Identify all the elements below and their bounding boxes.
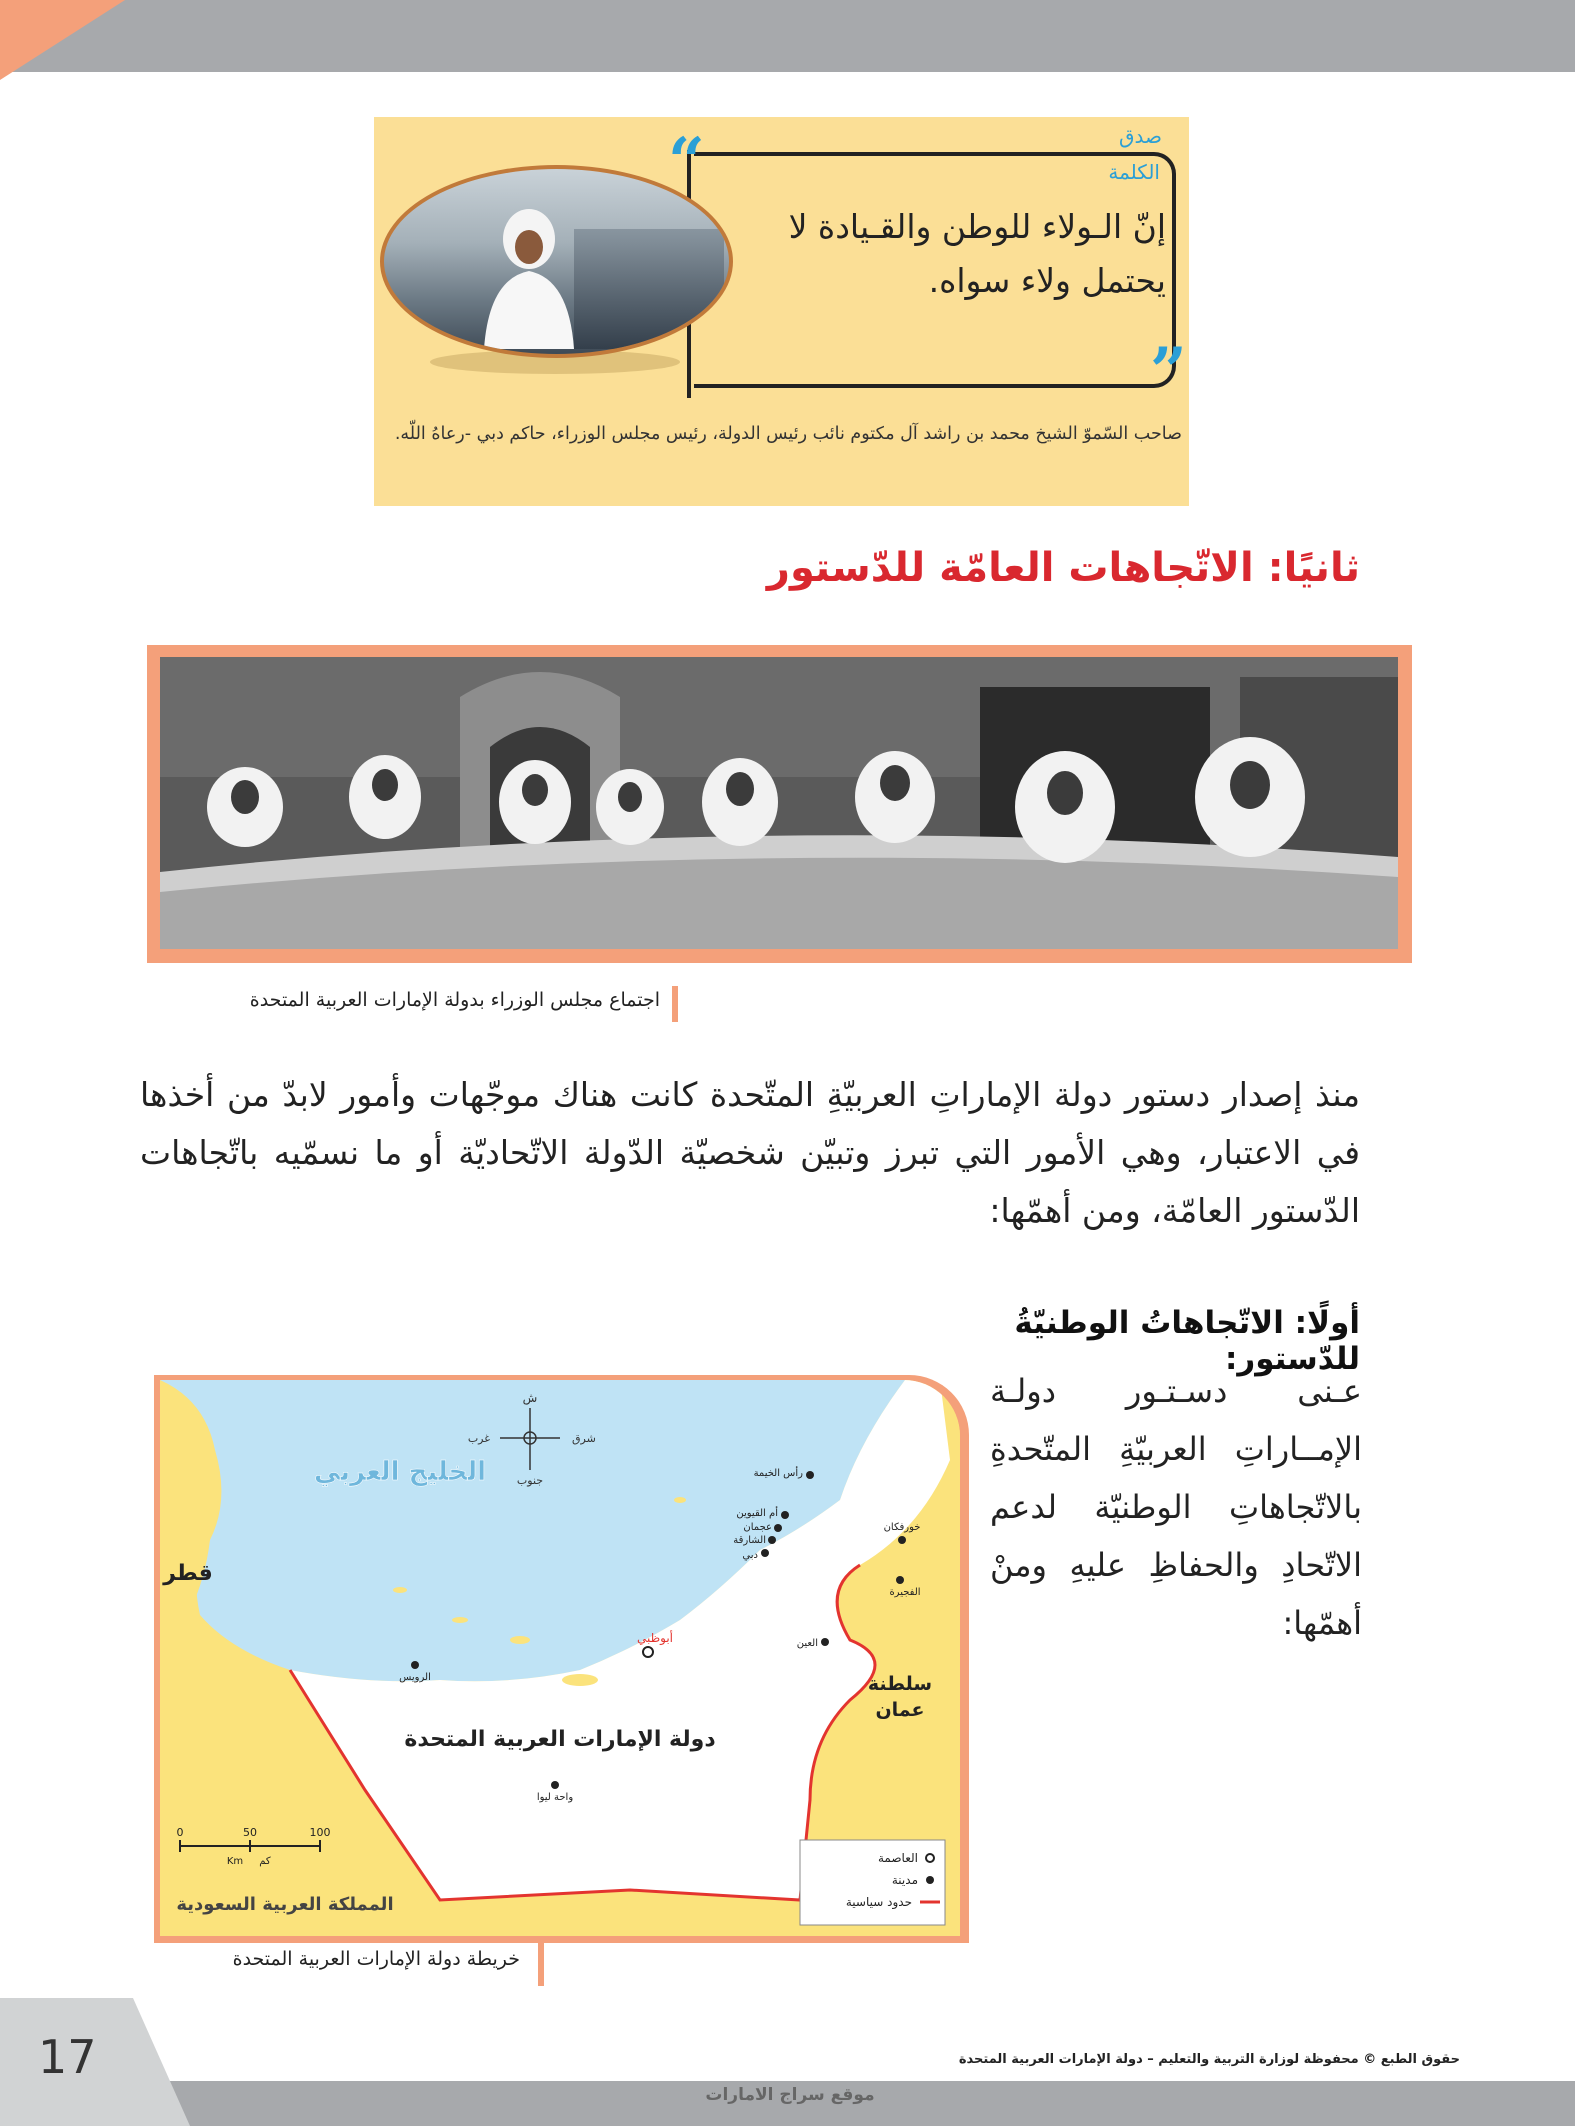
quote-label-line1: صدق	[1119, 124, 1162, 148]
council-caption: اجتماع مجلس الوزراء بدولة الإمارات العربية المتحدة	[249, 989, 660, 1011]
saudi-label: المملكة العربية السعودية	[176, 1894, 394, 1915]
quote-label-line2: الكلمة	[1108, 160, 1160, 184]
footer-site-name: موقع سراج الامارات	[705, 2085, 875, 2105]
legend-city: مدينة	[891, 1873, 918, 1887]
council-meeting-image	[160, 657, 1398, 949]
uae-label: دولة الإمارات العربية المتحدة	[404, 1727, 716, 1752]
portrait-figure-icon	[474, 199, 584, 349]
map-legend	[800, 1840, 945, 1925]
map-caption: خريطة دولة الإمارات العربية المتحدة	[232, 1948, 520, 1970]
scale-unit: كم	[259, 1856, 271, 1867]
compass-north: ش	[522, 1391, 538, 1405]
city-label-sharjah: الشارقة	[733, 1535, 766, 1546]
council-meeting-illustration	[160, 657, 1398, 949]
page-number: 17	[38, 2030, 97, 2084]
scale-unit-latin: Km	[226, 1856, 244, 1867]
sheikh-portrait-image	[380, 165, 733, 358]
city-label-khor-fakkan: خورفكان	[883, 1522, 921, 1533]
legend-capital: العاصمة	[878, 1851, 918, 1865]
section-heading: ثانيًا: الاتّجاهات العامّة للدّستور	[766, 545, 1360, 591]
scale-tick-0: 0	[176, 1826, 184, 1839]
compass-south: جنوب	[516, 1474, 544, 1487]
subsection-paragraph: عـنى دسـتـور دولـة الإمــاراتِ العربيّةِ المتّحدةِ بالاتّجاهاتِ الوطنيّة لدعم الاتّحادِ والحفاظِ عليهِ ومنْ أهمّها:	[990, 1372, 1362, 1642]
compass-east: شرق	[572, 1432, 596, 1445]
scale-tick-50: 50	[243, 1826, 257, 1839]
quote-text: إنّ الـولاء للوطن والقـيادة لا يحتمل ولاء سواه.	[788, 207, 1166, 300]
council-caption-accent	[672, 986, 678, 1022]
city-label-fujairah: الفجيرة	[889, 1587, 921, 1598]
compass-west: غرب	[467, 1432, 490, 1445]
subsection-heading: أولًا: الاتّجاهاتُ الوطنيّةُ للدّستور:	[1014, 1305, 1360, 1377]
intro-paragraph: منذ إصدار دستور دولة الإماراتِ العربيّةِ المتّحدة كانت هناك موجّهات وأمور لابدّ من أخذها في الاعتبار، وهي الأمور التي تبرز وتبيّن شخصيّة الدّولة الاتّحاديّة أو ما نسمّيه باتّجاهات الدّستور العامّة، ومن أهمّها:	[140, 1075, 1360, 1230]
scale-tick-100: 100	[309, 1826, 331, 1839]
legend-border: حدود سياسية	[845, 1895, 912, 1909]
city-label-ras-al-khaimah: رأس الخيمة	[753, 1468, 803, 1479]
uae-map	[160, 1380, 960, 1936]
capital-label: أبوظبي	[636, 1631, 674, 1645]
city-label-dubai: دبي	[742, 1550, 758, 1561]
city-label-ajman: عجمان	[743, 1522, 772, 1533]
top-bar	[0, 0, 1575, 72]
oman-label-2: عمان	[875, 1699, 925, 1721]
legend-city-icon	[926, 1876, 934, 1884]
city-label-umm-al-quwain: أم القيوين	[736, 1508, 778, 1519]
city-label-liwa: واحة ليوا	[536, 1792, 574, 1803]
quote-close-icon: ”	[1150, 334, 1187, 409]
map-caption-accent	[538, 1940, 544, 1986]
city-label-al-ain: العين	[796, 1638, 818, 1649]
oman-label-1: سلطنة	[867, 1673, 933, 1695]
uae-map-illustration	[160, 1380, 960, 1936]
photo-background-crowd	[574, 229, 724, 349]
quote-open-icon: “	[668, 124, 705, 199]
quote-attribution: صاحب السّموّ الشيخ محمد بن راشد آل مكتوم نائب رئيس الدولة، رئيس مجلس الوزراء، حاكم دبي -رعاهُ اللّه.	[394, 424, 1182, 444]
qatar-label: قطر	[163, 1561, 213, 1586]
city-label-ruwais: الرويس	[399, 1672, 431, 1683]
copyright-notice: حقوق الطبع © محفوظة لوزارة التربية والتعليم – دولة الإمارات العربية المتحدة	[958, 2052, 1460, 2067]
gulf-label: الخليج العربي	[313, 1457, 487, 1487]
top-corner-accent	[0, 0, 125, 80]
